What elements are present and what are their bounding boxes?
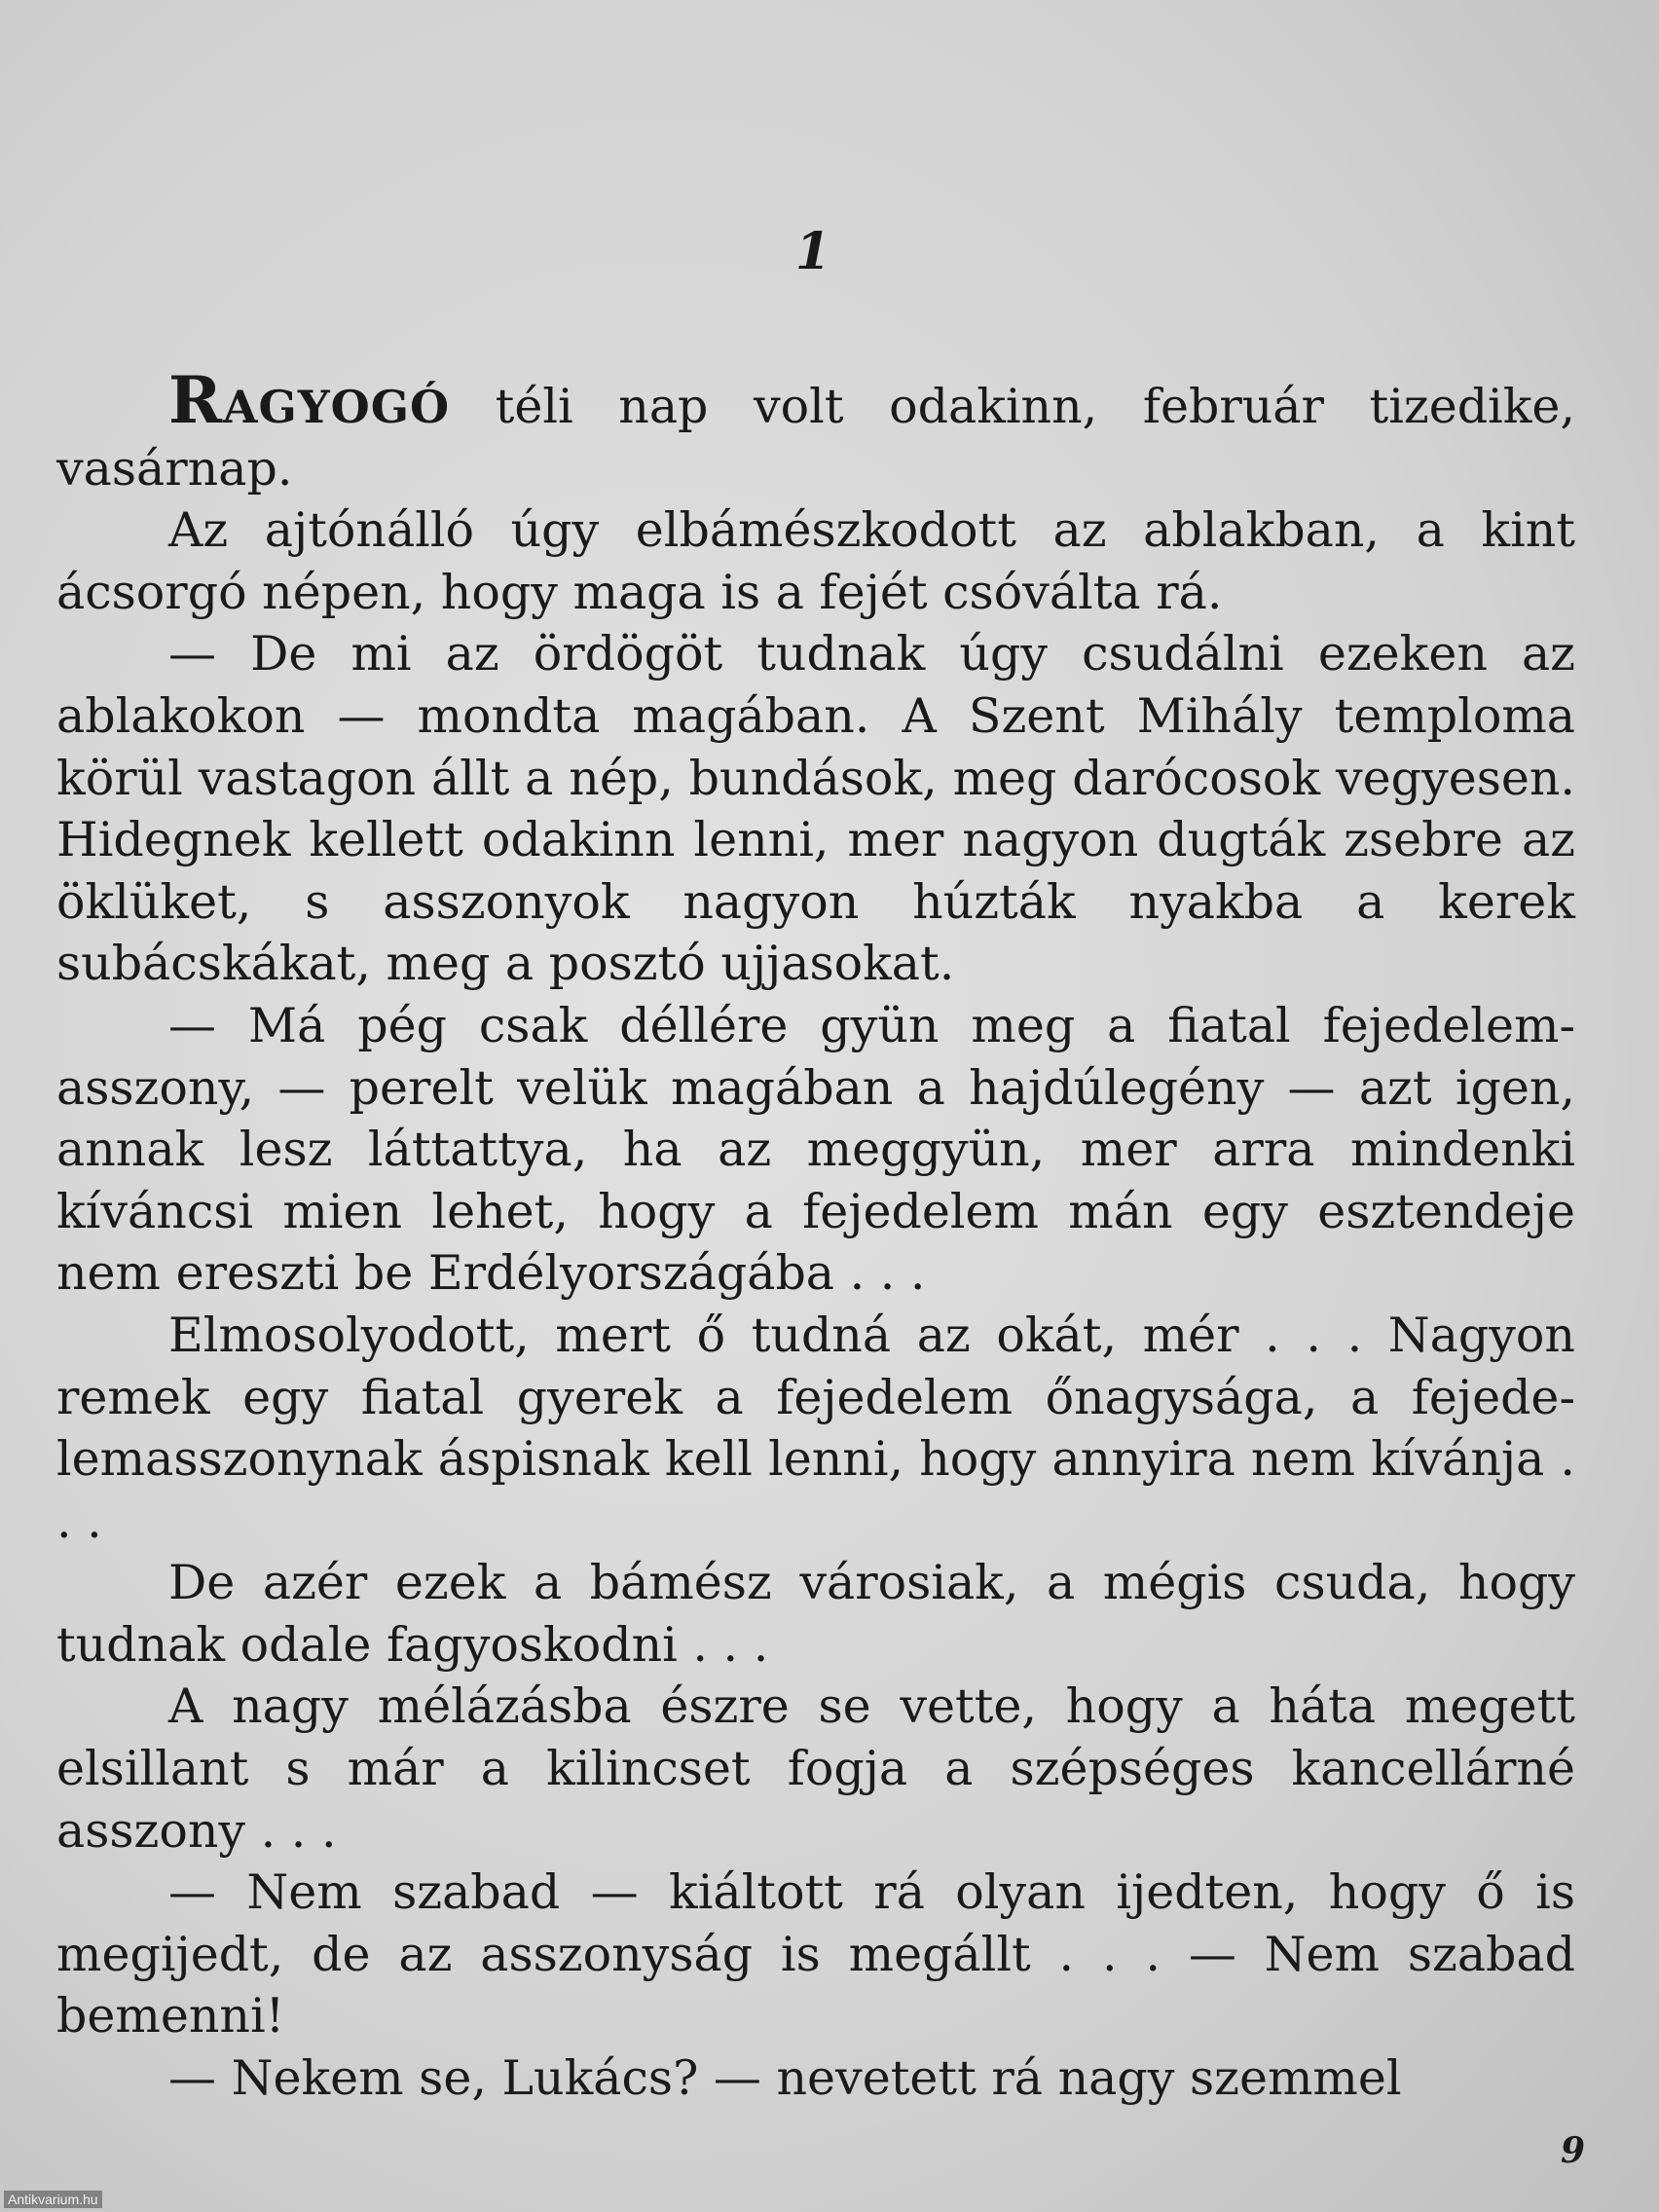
paragraph-4: — Má pég csak déllére gyün meg a fiatal fejedelemasszony, — perelt velük magában a hajdúlegény — azt igen, annak lesz láttattya, ha az meggyün, mer arra mindenki kíváncsi mien lehet, hogy a fejedelem mán egy esztendeje nem ereszti be Erdélyországába . . . — [56, 997, 1575, 1302]
page-number: 9 — [1560, 2130, 1585, 2171]
paragraph-6: De azér ezek a bámész városiak, a mégis csuda, hogy tudnak odale fagyoskodni . . . — [56, 1555, 1575, 1673]
body-text — [56, 362, 1575, 2110]
paragraph-3: — De mi az ördögöt tudnak úgy csudálni ezeken az ablakokon — mondta magában. A Szent Mihály temploma körül vastagon állt a nép, bundások, meg darócosok vegyesen. Hidegnek kellett odakinn lenni, mer nagyon dugták zsebre az öklüket, s asszonyok nagyon húzták nyakba a kerek subácskákat, meg a posztó ujjasokat. — [56, 626, 1575, 992]
watermark: Antikvarium.hu — [4, 2191, 102, 2208]
paragraph-1 — [56, 362, 1575, 499]
paragraph-2: Az ajtónálló úgy elbámészkodott az ablakban, a kint ácsorgó népen, hogy maga is a fejét csóválta rá. — [56, 502, 1575, 620]
paragraph-8: — Nem szabad — kiáltott rá olyan ijedten, hogy ő is megijedt, de az asszonyság is megállt . . . — Nem szabad bemenni! — [56, 1864, 1575, 2045]
chapter-number: 1 — [794, 222, 831, 281]
paragraph-7: A nagy mélázásba észre se vette, hogy a háta megett elsillant s már a kilincset fogja a szépséges kancellárné asszony . . . — [56, 1678, 1575, 1859]
paragraph-9: — Nekem se, Lukács? — nevetett rá nagy szemmel — [168, 2050, 1402, 2107]
opening-word: Ragyogó — [168, 362, 451, 438]
paragraph-5: Elmosolyodott, mert ő tudná az okát, mér . . . Nagyon remek egy fiatal gyerek a fejedelem őnagysága, a fejedelemasszonynak áspisnak kell lenni, hogy annyira nem kívánja . . . — [56, 1307, 1575, 1549]
paragraph-1-text: téli nap volt odakinn, február tizedike, vasárnap. — [56, 379, 1575, 497]
